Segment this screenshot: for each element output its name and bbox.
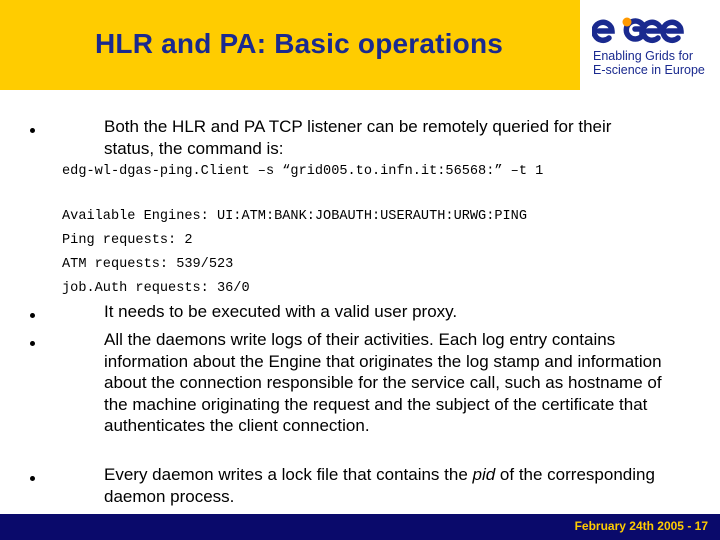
- bullet-text-2: It needs to be executed with a valid user proxy.: [104, 302, 458, 321]
- bullet-text-4-start: Every daemon writes a lock file that contains the: [104, 465, 473, 484]
- logo-tagline-1: Enabling Grids for: [593, 49, 694, 63]
- bullet-dot: [30, 128, 35, 133]
- output-line-3: ATM requests: 539/523: [62, 257, 234, 272]
- egee-logo: [580, 0, 720, 90]
- command-line: edg-wl-dgas-ping.Client –s “grid005.to.infn.it:56568:” –t 1: [62, 164, 544, 179]
- egee-logo-icon: [592, 14, 688, 48]
- bullet-text-1: Both the HLR and PA TCP listener can be remotely queried for their status, the command is:: [104, 117, 612, 158]
- bullet-dot: [30, 476, 35, 481]
- bullet-dot: [30, 313, 35, 318]
- output-line-1: Available Engines: UI:ATM:BANK:JOBAUTH:USERAUTH:URWG:PING: [62, 209, 527, 224]
- footer-date-page: February 24th 2005 - 17: [574, 519, 708, 533]
- bullet-dot: [30, 341, 35, 346]
- slide-title: HLR and PA: Basic operations: [95, 28, 504, 59]
- output-line-2: Ping requests: 2: [62, 233, 193, 248]
- bullet-text-4-end: of the corresponding daemon process.: [104, 465, 655, 506]
- pid-emphasis: pid: [472, 465, 496, 484]
- bullet-text-4: [104, 464, 664, 507]
- logo-tagline-2: E-science in Europe: [593, 63, 705, 77]
- output-line-4: job.Auth requests: 36/0: [62, 281, 250, 296]
- footer-bar: [0, 514, 720, 540]
- bullet-text-3: All the daemons write logs of their activities. Each log entry contains information about the Engine that originates the log stamp and information about the connection responsible for the service call, such as hostname of the machine originating the request and the subject of the certificate that authenticates the client connection.: [104, 330, 662, 435]
